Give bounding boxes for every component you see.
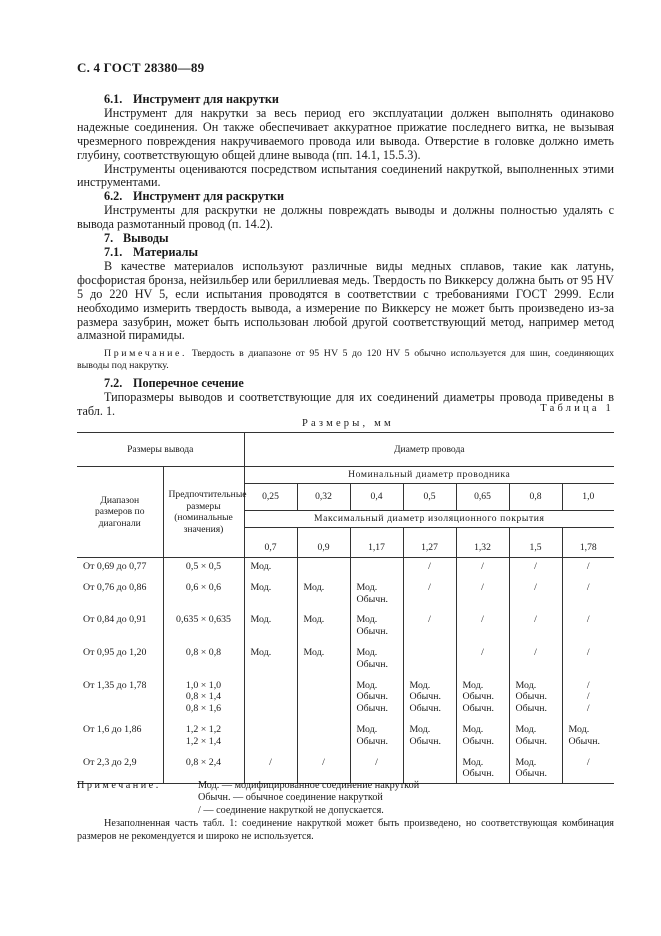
nominal-diameter-value: 0,5 [403,484,456,511]
preferred-size-cell [163,674,244,718]
compatibility-mark: / [269,756,272,768]
compatibility-cell [403,674,456,718]
preferred-size: 0,6 × 0,6 [185,581,222,593]
table-footnote: Незаполненная часть табл. 1: соединение накруткой может быть произведено, но соответствующая комбинация размеров не рекомендуется и широко не используется. [77,818,614,842]
compatibility-mark: / [481,561,484,572]
compatibility-mark: Мод. [462,679,484,691]
compatibility-cell [350,751,403,784]
section-title: Выводы [123,231,169,246]
legend-label: Примечание. [77,780,161,791]
compatibility-cell [350,641,403,674]
compatibility-cell [403,558,456,576]
section-title: Поперечное сечение [133,376,244,391]
header-preferred-sizes: Предпочтительные размеры (номинальные значения) [163,467,244,558]
compatibility-cell [456,558,509,576]
compatibility-mark: Обычн. [409,735,442,747]
table-row [77,751,614,784]
wire-diameter-table [77,432,614,784]
preferred-size-cell [163,608,244,641]
compatibility-cell [350,674,403,718]
compatibility-cell [456,751,509,784]
compatibility-cell [562,558,614,576]
compatibility-mark: / [534,614,537,626]
compatibility-mark: Мод. [303,581,325,593]
compatibility-cell [297,641,350,674]
compatibility-mark: Обычн. [356,658,389,670]
compatibility-cell [403,576,456,609]
paragraph: Инструменты для раскрутки не должны повреждать выводы и должны полностью удалять с вывода размотанный провод (п. 14.2). [77,203,614,232]
preferred-size-cell [163,718,244,751]
compatibility-mark: / [375,756,378,768]
compatibility-mark: Обычн. [409,703,442,715]
compatibility-mark: Мод. [515,723,537,735]
table-row [77,641,614,674]
header-max-insulation: Максимальный диаметр изоляционного покрытия [244,511,614,528]
compatibility-cell [509,641,562,674]
nominal-diameter-value: 1,0 [562,484,614,511]
compatibility-mark: / [586,561,590,572]
compatibility-mark: Мод. [515,679,537,691]
compatibility-cell [456,576,509,609]
compatibility-mark: Обычн. [462,703,495,715]
compatibility-mark: / [428,581,431,593]
table-row [77,558,614,576]
compatibility-mark: Мод. [250,581,272,593]
compatibility-mark: Мод. [409,679,431,691]
compatibility-mark: Обычн. [356,735,389,747]
compatibility-cell [456,674,509,718]
table-row [77,576,614,609]
compatibility-cell [562,674,614,718]
compatibility-cell [244,674,297,718]
legend-line: / — соединение накруткой не допускается. [198,804,384,816]
nominal-diameter-value: 0,25 [244,484,297,511]
compatibility-cell [509,608,562,641]
diagonal-range-cell: От 1,35 до 1,78 [77,674,163,718]
compatibility-cell [403,608,456,641]
compatibility-mark: / [534,646,537,658]
compatibility-mark: Обычн. [356,691,389,703]
compatibility-cell [297,718,350,751]
note [77,348,614,372]
table-row [77,674,614,718]
compatibility-cell [562,576,614,609]
section-title: Инструмент для раскрутки [133,189,285,204]
compatibility-cell [350,718,403,751]
nominal-diameter-value: 0,8 [509,484,562,511]
nominal-diameter-value: 0,32 [297,484,350,511]
compatibility-mark: / [586,756,590,768]
compatibility-mark: Обычн. [515,691,548,703]
compatibility-mark: / [322,756,325,768]
diagonal-range-cell: От 1,6 до 1,86 [77,718,163,751]
compatibility-mark: Мод. [356,614,378,626]
legend-line: Мод. — модифицированное соединение накруткой [198,780,420,791]
compatibility-mark: Обычн. [515,735,548,747]
compatibility-mark: / [586,703,590,715]
compatibility-mark: / [428,614,431,626]
compatibility-cell [456,718,509,751]
compatibility-mark: / [586,691,590,703]
compatibility-mark: / [534,561,537,572]
compatibility-mark: Обычн. [515,768,548,780]
compatibility-cell [244,751,297,784]
compatibility-mark: Мод. [356,581,378,593]
preferred-size-cell [163,751,244,784]
header-wire-diameter: Диаметр провода [244,433,614,467]
compatibility-mark: Мод. [250,614,272,626]
preferred-size: 1,0 × 1,0 [185,679,222,691]
compatibility-cell [244,718,297,751]
compatibility-mark: Мод. [356,723,378,735]
preferred-size: 1,2 × 1,2 [185,723,222,735]
compatibility-mark: Мод. [250,561,272,572]
paragraph: Типоразмеры выводов и соответствующие для их соединений диаметры провода приведены в табл. 1. [77,390,614,419]
section-heading [77,190,614,204]
compatibility-cell [562,608,614,641]
compatibility-mark: / [481,614,484,626]
compatibility-mark: Мод. [462,756,484,768]
max-insulation-value: 1,78 [562,528,614,558]
max-insulation-value: 0,9 [297,528,350,558]
compatibility-cell [562,641,614,674]
paragraph: Инструмент для накрутки за весь период его эксплуатации должен выполнять одинаково надежные соединения. Он также обеспечивает аккуратное прижатие последнего витка, не вызывая чрезмерного повреждения накручиваемого провода или вывода. Отверстие в головке должно иметь глубину, соответствующую общей длине вывода (пп. 14.1, 15.5.3). [77,105,614,162]
section-number: 7.2. [104,376,123,391]
compatibility-mark: Обычн. [356,626,389,638]
diagonal-range-cell: От 0,76 до 0,86 [77,576,163,609]
nominal-diameter-value: 0,65 [456,484,509,511]
note-label: Примечание. [104,348,188,360]
compatibility-cell [350,608,403,641]
compatibility-mark: / [586,646,590,658]
section-heading [77,377,614,391]
compatibility-cell [456,641,509,674]
compatibility-cell [297,608,350,641]
compatibility-cell [403,751,456,784]
header-terminal-sizes: Размеры вывода [77,433,244,467]
preferred-size: 1,2 × 1,4 [185,735,222,747]
paragraph: Инструменты оцениваются посредством испытания соединений накруткой, выполненных этими инструментами. [77,161,614,190]
page-header: С. 4 ГОСТ 28380—89 [77,60,205,75]
compatibility-mark: Обычн. [462,735,495,747]
table-units: Размеры, мм [302,418,394,429]
header-diagonal-range: Диапазон размеров по диагонали [77,467,163,558]
compatibility-mark: Обычн. [356,593,389,605]
max-insulation-value: 1,27 [403,528,456,558]
preferred-size: 0,8 × 2,4 [185,756,222,768]
compatibility-cell [456,608,509,641]
table-caption: Таблица 1 [540,403,614,414]
table-row [77,718,614,751]
compatibility-mark: Мод. [515,756,537,768]
compatibility-cell [509,751,562,784]
compatibility-cell [297,751,350,784]
compatibility-mark: / [428,561,431,572]
compatibility-mark: Мод. [250,646,272,658]
compatibility-mark: Мод. [303,614,325,626]
compatibility-mark: Обычн. [409,691,442,703]
compatibility-mark: Мод. [356,679,378,691]
preferred-size: 0,8 × 1,4 [185,691,222,703]
compatibility-mark: Мод. [409,723,431,735]
preferred-size: 0,8 × 0,8 [185,646,222,658]
compatibility-mark: Мод. [356,646,378,658]
legend-line: Обычн. — обычное соединение накруткой [198,792,383,804]
max-insulation-value: 0,7 [244,528,297,558]
note-text: Твердость в диапазоне от 95 HV 5 до 120 HV 5 обычно используется для шин, соединяющих выводы под накрутку. [77,348,615,372]
compatibility-mark: / [534,581,537,593]
compatibility-mark: / [586,614,590,626]
section-number: 7.1. [104,244,123,259]
max-insulation-value: 1,5 [509,528,562,558]
max-insulation-value: 1,32 [456,528,509,558]
compatibility-cell [562,718,614,751]
compatibility-cell [403,641,456,674]
section-number: 6.1. [104,92,123,106]
diagonal-range-cell: От 0,95 до 1,20 [77,641,163,674]
preferred-size: 0,8 × 1,6 [185,703,222,715]
paragraph: В качестве материалов используют различные виды медных сплавов, такие как латунь, фосфористая бронза, нейзильбер или бериллиевая медь. Твердость по Виккерсу должна быть от 95 HV 5 до 220 HV 5, если испытания проводятся в соответствии с требованиями ГОСТ 2999. Если необходимо измерить твердость вывода, а измерение по Виккерсу не может быть произведено из-за размера зазубрин, может быть использован любой другой соответствующий метод, например метод алмазной пирамиды. [77,258,614,343]
section-title: Материалы [133,244,199,259]
compatibility-mark: Обычн. [462,768,495,780]
header-nominal-diameter: Номинальный диаметр проводника [244,467,614,484]
compatibility-cell [297,576,350,609]
compatibility-cell [244,576,297,609]
compatibility-cell [297,558,350,576]
compatibility-mark: Мод. [568,723,590,735]
section-heading [77,93,614,107]
compatibility-cell [509,558,562,576]
compatibility-mark: Мод. [462,723,484,735]
compatibility-mark: / [586,581,590,593]
diagonal-range-cell: От 2,3 до 2,9 [77,751,163,784]
table-row [77,608,614,641]
diagonal-range-cell: От 0,84 до 0,91 [77,608,163,641]
compatibility-cell [350,558,403,576]
compatibility-mark: Обычн. [356,703,389,715]
max-insulation-value: 1,17 [350,528,403,558]
compatibility-cell [509,718,562,751]
compatibility-mark: Обычн. [568,735,601,747]
section-number: 6.2. [104,189,123,204]
legend [77,780,614,843]
compatibility-mark: / [481,581,484,593]
compatibility-cell [509,674,562,718]
compatibility-cell [297,674,350,718]
compatibility-mark: Обычн. [515,703,548,715]
preferred-size: 0,5 × 0,5 [185,561,222,572]
compatibility-mark: Обычн. [462,691,495,703]
preferred-size-cell [163,641,244,674]
compatibility-cell [244,558,297,576]
compatibility-cell [509,576,562,609]
diagonal-range-cell: От 0,69 до 0,77 [77,558,163,576]
compatibility-cell [403,718,456,751]
compatibility-cell [244,641,297,674]
compatibility-cell [350,576,403,609]
compatibility-mark: Мод. [303,646,325,658]
section-heading [77,232,614,246]
compatibility-cell [244,608,297,641]
nominal-diameter-value: 0,4 [350,484,403,511]
compatibility-mark: / [586,679,590,691]
preferred-size-cell [163,576,244,609]
section-title: Инструмент для накрутки [133,92,279,106]
section-number: 7. [104,231,114,246]
section-heading [77,246,614,260]
compatibility-mark: / [481,646,484,658]
preferred-size-cell [163,558,244,576]
body-text [77,93,614,419]
compatibility-cell [562,751,614,784]
preferred-size: 0,635 × 0,635 [176,614,231,626]
